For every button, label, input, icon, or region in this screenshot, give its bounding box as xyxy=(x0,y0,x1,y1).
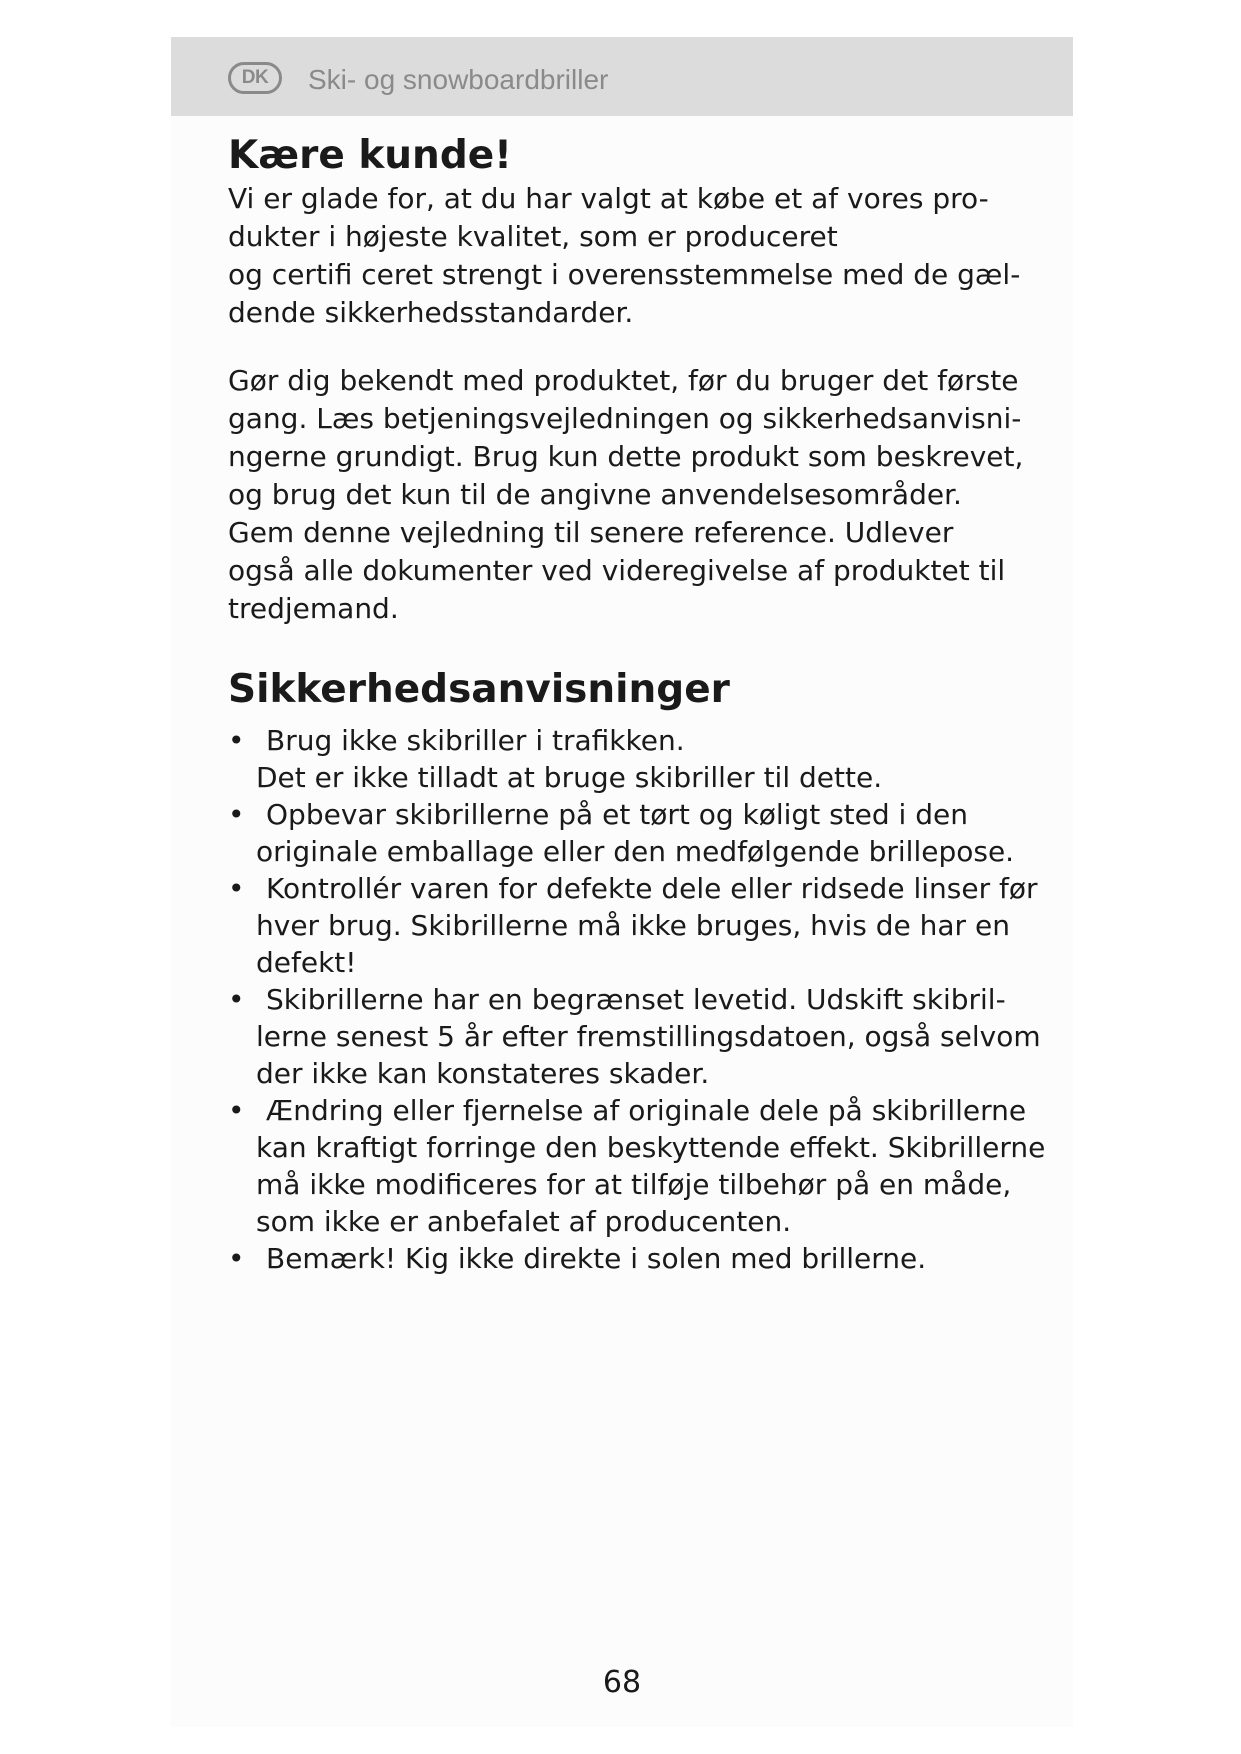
list-item-line: hver brug. Skibrillerne må ikke bruges, hvis de har en xyxy=(256,909,1010,942)
header-bar xyxy=(171,37,1073,116)
list-item-line: Ændring eller fjernelse af originale dele på skibrillerne xyxy=(266,1094,1027,1127)
safety-heading: Sikkerhedsanvisninger xyxy=(228,667,730,712)
bullet: • xyxy=(228,1242,245,1275)
list-item xyxy=(228,1092,1046,1240)
paragraph-line: også alle dokumenter ved videregivelse af produktet til xyxy=(228,554,1006,587)
paragraph-line: dukter i højeste kvalitet, som er produceret xyxy=(228,220,838,253)
page-number: 68 xyxy=(602,1665,642,1700)
list-item xyxy=(228,796,1018,870)
list-item-line: Brug ikke skibriller i trafikken. xyxy=(266,724,685,757)
list-item-line: defekt! xyxy=(256,946,357,979)
bullet: • xyxy=(228,983,245,1016)
spacer xyxy=(228,332,1018,362)
list-item-line: Skibrillerne har en begrænset levetid. Udskift skibril- xyxy=(266,983,1006,1016)
list-item-line: originale emballage eller den medfølgende brillepose. xyxy=(256,835,1015,868)
bullet: • xyxy=(228,872,245,905)
paragraph-line: Gem denne vejledning til senere reference. Udlever xyxy=(228,516,954,549)
list-item-line: Kontrollér varen for defekte dele eller ridsede linser før xyxy=(266,872,1038,905)
paragraph-line: og brug det kun til de angivne anvendelsesområder. xyxy=(228,478,962,511)
list-item-line: Bemærk! Kig ikke direkte i solen med brillerne. xyxy=(266,1242,927,1275)
manual-page xyxy=(171,37,1073,1727)
content xyxy=(228,132,1046,1277)
list-item-line: der ikke kan konstateres skader. xyxy=(256,1057,710,1090)
intro-paragraph-1 xyxy=(228,180,1021,332)
paragraph-line: tredjemand. xyxy=(228,592,399,625)
list-item-line: kan kraftigt forringe den beskyttende effekt. Skibrillerne xyxy=(256,1131,1046,1164)
spacer xyxy=(228,628,1018,666)
paragraph-line: dende sikkerhedsstandarder. xyxy=(228,296,634,329)
header-title: Ski- og snowboardbriller xyxy=(308,64,609,95)
list-item xyxy=(228,981,1041,1092)
language-badge: DK xyxy=(228,62,282,94)
paragraph-line: og certifi ceret strengt i overensstemmelse med de gæl- xyxy=(228,258,1021,291)
bullet: • xyxy=(228,1094,245,1127)
list-item-line: Det er ikke tilladt at bruge skibriller til dette. xyxy=(256,761,883,794)
intro-heading: Kære kunde! xyxy=(228,133,512,178)
list-item-line: som ikke er anbefalet af producenten. xyxy=(256,1205,792,1238)
list-item xyxy=(228,1240,1018,1277)
paragraph-line: ngerne grundigt. Brug kun dette produkt som beskrevet, xyxy=(228,440,1024,473)
bullet: • xyxy=(228,798,245,831)
intro-paragraph-2 xyxy=(228,362,1024,628)
safety-list xyxy=(228,722,1046,1277)
list-item-line: må ikke modificeres for at tilføje tilbehør på en måde, xyxy=(256,1168,1012,1201)
paragraph-line: Vi er glade for, at du har valgt at købe et af vores pro- xyxy=(228,182,989,215)
list-item xyxy=(228,722,1018,796)
list-item xyxy=(228,870,1038,981)
paragraph-line: Gør dig bekendt med produktet, før du bruger det første xyxy=(228,364,1019,397)
list-item-line: lerne senest 5 år efter fremstillingsdatoen, også selvom xyxy=(256,1020,1041,1053)
paragraph-line: gang. Læs betjeningsvejledningen og sikkerhedsanvisni- xyxy=(228,402,1022,435)
list-item-line: Opbevar skibrillerne på et tørt og køligt sted i den xyxy=(266,798,968,831)
bullet: • xyxy=(228,724,245,757)
